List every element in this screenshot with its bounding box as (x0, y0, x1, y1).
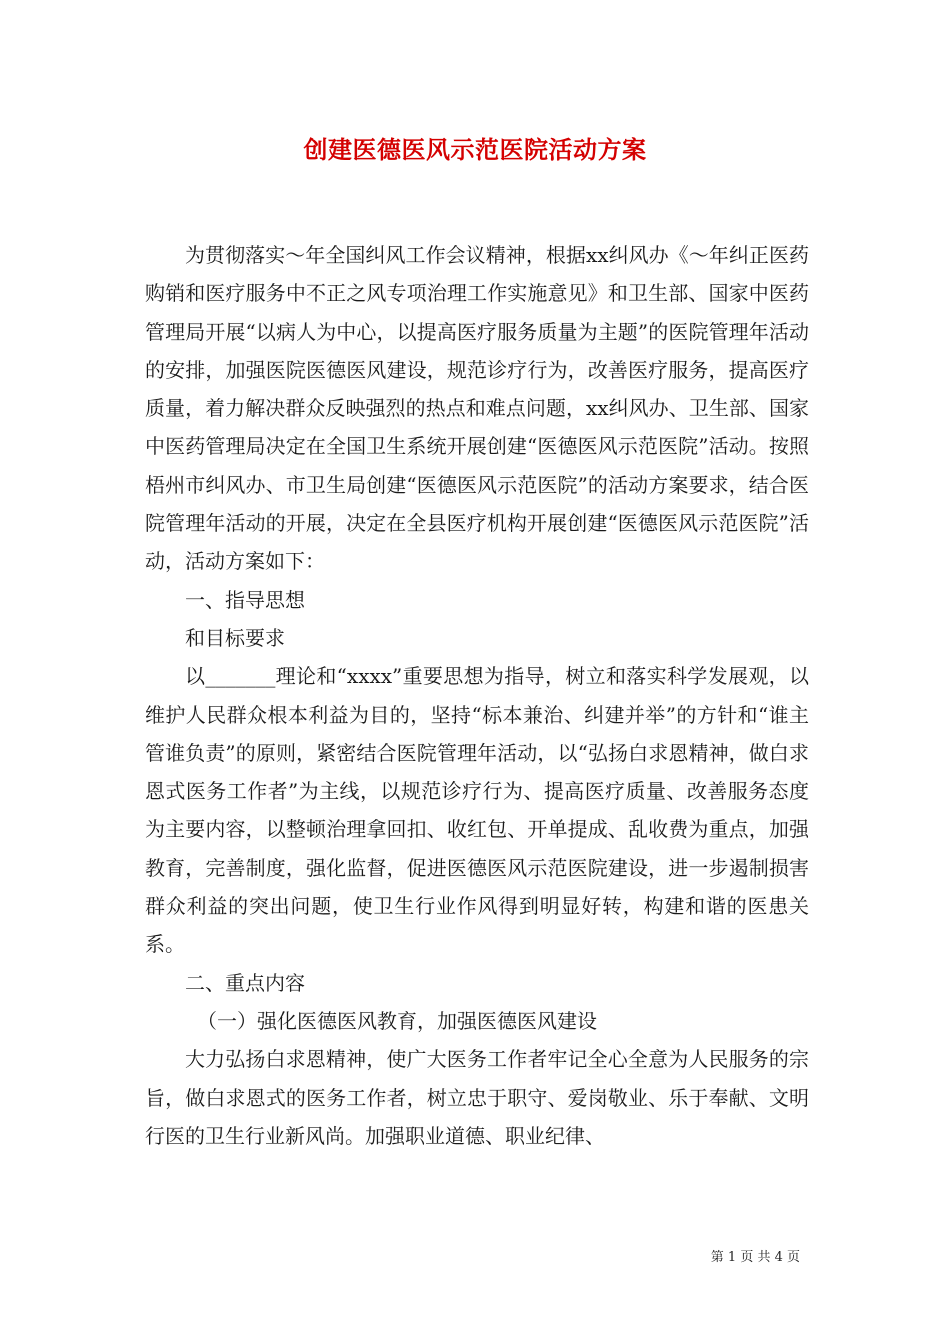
section-heading-guiding-thought: 一、指导思想 (185, 587, 305, 612)
guiding-paragraph: 以_______理论和“xxxx”重要思想为指导，树立和落实科学发展观，以维护人民群众根本利益为目的，坚持“标本兼治、纠建并举”的方针和“谁主管谁负责”的原则，紧密结合医院管理年活动，以“弘扬白求恩精神，做白求恩式医务工作者”为主线，以规范诊疗行为、提高医疗质量、改善服务态度为主要内容，以整顿治理拿回扣、收红包、开单提成、乱收费为重点，加强教育，完善制度，强化监督，促进医德医风示范医院建设，进一步遏制损害群众利益的突出问题，使卫生行业作风得到明显好转，构建和谐的医患关系。 (145, 664, 809, 957)
section-heading-key-content: 二、重点内容 (185, 970, 305, 995)
subsection-heading-education: （一）强化医德医风教育，加强医德医风建设 (197, 1008, 597, 1033)
document-title: 创建医德医风示范医院活动方案 (303, 135, 647, 164)
intro-paragraph: 为贯彻落实～年全国纠风工作会议精神，根据xx纠风办《～年纠正医药购销和医疗服务中不正之风专项治理工作实施意见》和卫生部、国家中医药管理局开展“以病人为中心，以提高医疗服务质量为主题”的医院管理年活动的安排，加强医院医德医风建设，规范诊疗行为，改善医疗服务，提高医疗质量，着力解决群众反映强烈的热点和难点问题，xx纠风办、卫生部、国家中医药管理局决定在全国卫生系统开展创建“医德医风示范医院”活动。按照梧州市纠风办、市卫生局创建“医德医风示范医院”的活动方案要求，结合医院管理年活动的开展，决定在全县医疗机构开展创建“医德医风示范医院”活动，活动方案如下： (145, 243, 809, 574)
page-number-footer: 第 1 页 共 4 页 (710, 1250, 800, 1265)
section-heading-continuation: 和目标要求 (185, 625, 285, 650)
document-body (145, 236, 809, 1155)
education-paragraph: 大力弘扬白求恩精神，使广大医务工作者牢记全心全意为人民服务的宗旨，做白求恩式的医务工作者，树立忠于职守、爱岗敬业、乐于奉献、文明行医的卫生行业新风尚。加强职业道德、职业纪律、 (145, 1047, 809, 1148)
